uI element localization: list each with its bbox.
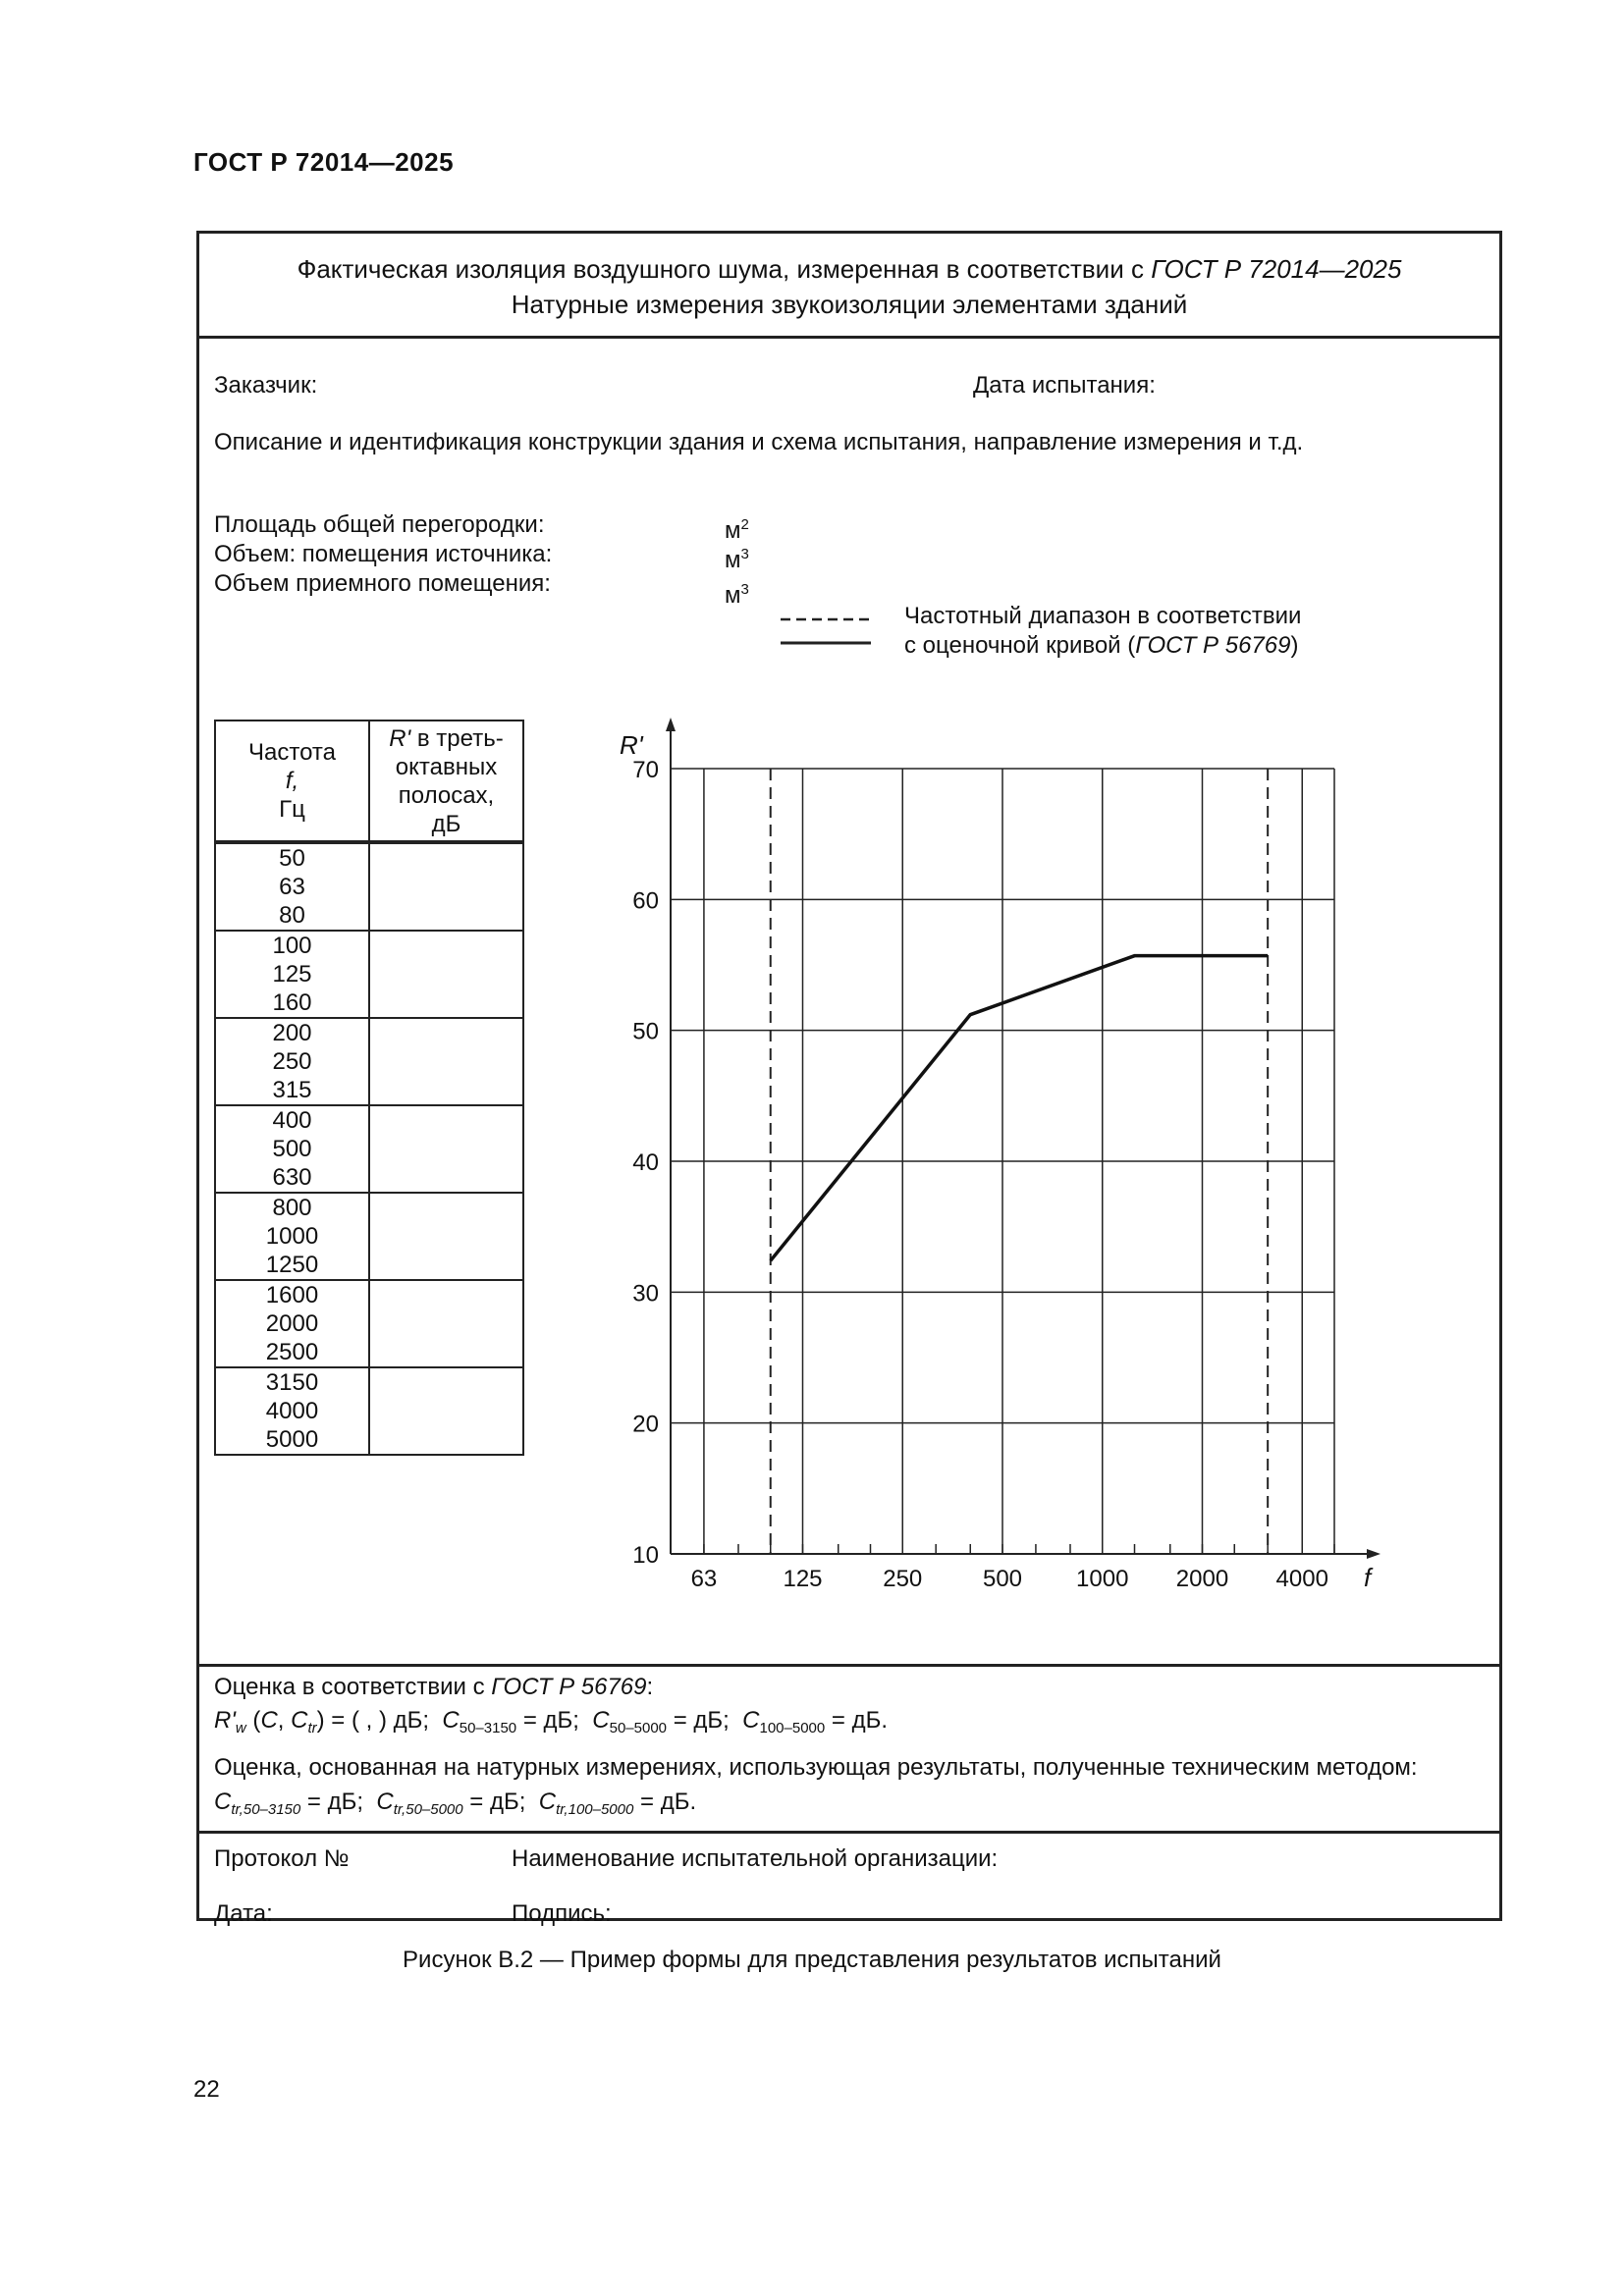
y-tick-label: 30: [632, 1280, 659, 1308]
x-tick-label: 63: [690, 1566, 718, 1592]
frequency-column-header: Частота f, Гц: [215, 721, 369, 842]
frequency-cell: 50 63 80: [215, 842, 369, 931]
frequency-cell: 3150 4000 5000: [215, 1367, 369, 1455]
sound-insulation-chart: [199, 234, 1499, 1667]
x-axis-label: f: [1364, 1563, 1372, 1592]
frequency-cell: 800 1000 1250: [215, 1193, 369, 1280]
y-tick-label: 40: [632, 1149, 659, 1176]
form-title-line1: Фактическая изоляция воздушного шума, измеренная в соответствии с: [297, 254, 1144, 284]
x-tick-label: 1000: [1076, 1566, 1129, 1592]
source-volume-unit: $м^3$: [725, 546, 749, 573]
frequency-cell: 400 500 630: [215, 1105, 369, 1193]
y-tick-label: 50: [632, 1018, 659, 1045]
protocol-divider: [199, 1831, 1499, 1834]
frequency-cell: 100 125 160: [215, 931, 369, 1018]
test-date-label: Дата испытания:: [973, 372, 1156, 399]
frequency-cell: 200 250 315: [215, 1018, 369, 1105]
receive-volume-unit: $м^3$: [725, 581, 749, 609]
y-tick-label: 60: [632, 887, 659, 915]
evaluation-label: Оценка в соответствии с ГОСТ Р 56769:: [214, 1674, 654, 1700]
y-tick-label: 70: [632, 757, 659, 783]
x-tick-label: 2000: [1175, 1566, 1229, 1592]
area-unit: $м^2$: [725, 516, 749, 544]
receive-volume-label: Объем приемного помещения:: [214, 570, 551, 597]
field-evaluation-formula: $C_{tr,50-3150}$ = дБ; $C_{tr,50-5000}$ = дБ; $C_{tr,100-5000}$ = дБ.: [214, 1789, 697, 1818]
x-tick-label: 125: [783, 1566, 823, 1592]
legend-line1: Частотный диапазон в соответствии: [904, 603, 1302, 629]
customer-label: Заказчик:: [214, 372, 318, 399]
document-code: ГОСТ Р 72014—2025: [193, 147, 455, 177]
description-label: Описание и идентификация конструкции здания и схема испытания, направление измерения и т.д.: [214, 429, 1304, 455]
evaluation-formula: $R'_w$ (C, $C_{tr}$) = ( , ) дБ; $C_{50-3150}$ = дБ; $C_{50-5000}$ = дБ; $C_{100-5000}$ = дБ.: [214, 1707, 889, 1736]
chart-divider: [199, 1664, 1499, 1667]
signature-label: Подпись:: [512, 1900, 612, 1927]
x-tick-label: 500: [982, 1566, 1023, 1592]
form-title-line2: Натурные измерения звукоизоляции элементами зданий: [511, 290, 1188, 319]
organization-label: Наименование испытательной организации:: [512, 1845, 999, 1872]
area-label: Площадь общей перегородки:: [214, 511, 545, 538]
legend-line2: с оценочной кривой (ГОСТ Р 56769): [904, 632, 1299, 659]
source-volume-label: Объем: помещения источника:: [214, 541, 553, 567]
frequency-cell: 1600 2000 2500: [215, 1280, 369, 1367]
reference-curve-line: [771, 956, 1268, 1261]
page-number: 22: [193, 2076, 220, 2103]
y-tick-label: 20: [632, 1411, 659, 1438]
test-report-form: [196, 231, 1502, 1927]
y-tick-label: 10: [632, 1542, 659, 1569]
x-axis-arrow: [1367, 1549, 1380, 1559]
form-title-standard-ref: ГОСТ Р 72014—2025: [1151, 254, 1402, 284]
figure-caption: Рисунок В.2 — Пример формы для представления результатов испытаний: [403, 1947, 1221, 1973]
protocol-number-label: Протокол №: [214, 1845, 350, 1872]
x-tick-label: 250: [883, 1566, 923, 1592]
field-evaluation-label: Оценка, основанная на натурных измерениях, использующая результаты, полученные техническим методом:: [214, 1754, 1418, 1781]
y-axis-arrow: [666, 718, 676, 731]
date-label: Дата:: [214, 1900, 273, 1927]
r-value-column-header: R' в треть- октавных полосах, дБ: [369, 721, 523, 842]
y-axis-label: R': [620, 730, 643, 760]
x-tick-label: 4000: [1275, 1566, 1328, 1592]
